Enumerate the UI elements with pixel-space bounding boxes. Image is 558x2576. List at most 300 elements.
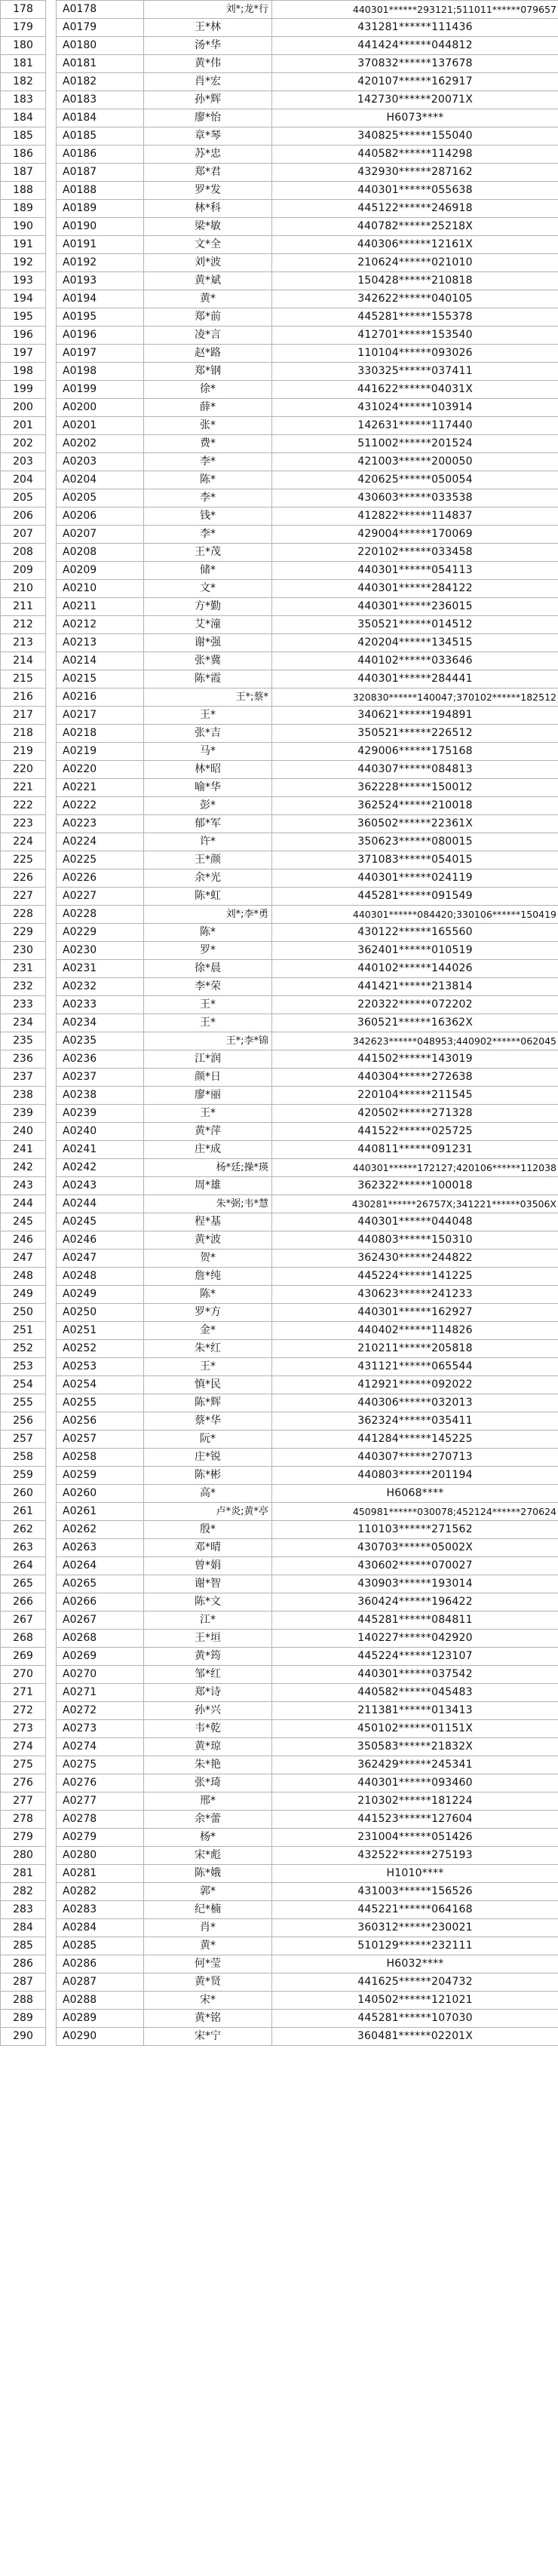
id-number-cell: 362324******035411 <box>272 1412 558 1431</box>
row-number-cell: 229 <box>1 924 46 942</box>
gutter-cell <box>46 290 57 308</box>
id-number-cell: 342623******048953;440902******062045 <box>272 1032 558 1050</box>
row-number-cell: 191 <box>1 236 46 254</box>
id-number-cell: H6032**** <box>272 1955 558 1973</box>
gutter-cell <box>46 1630 57 1648</box>
row-number-cell: 186 <box>1 146 46 164</box>
id-number-cell: H6068**** <box>272 1485 558 1503</box>
name-cell: 王*颜 <box>144 851 272 869</box>
id-number-cell: 440102******033646 <box>272 652 558 670</box>
name-cell: 钱* <box>144 508 272 526</box>
code-cell: A0231 <box>57 960 144 978</box>
gutter-cell <box>46 725 57 743</box>
table-row <box>1 1141 558 1159</box>
id-number-cell: 371083******054015 <box>272 851 558 869</box>
code-cell: A0290 <box>57 2028 144 2046</box>
gutter-cell <box>46 1648 57 1666</box>
name-cell: 江*润 <box>144 1050 272 1069</box>
code-cell: A0263 <box>57 1539 144 1557</box>
row-number-cell: 251 <box>1 1322 46 1340</box>
table-row <box>1 1231 558 1250</box>
row-number-cell: 207 <box>1 526 46 544</box>
id-number-cell: 430122******165560 <box>272 924 558 942</box>
row-number-cell: 234 <box>1 1014 46 1032</box>
row-number-cell: 220 <box>1 761 46 779</box>
gutter-cell <box>46 562 57 580</box>
table-row <box>1 182 558 200</box>
code-cell: A0282 <box>57 1883 144 1901</box>
code-cell: A0237 <box>57 1069 144 1087</box>
id-number-cell: 431024******103914 <box>272 399 558 417</box>
gutter-cell <box>46 37 57 55</box>
gutter-cell <box>46 1087 57 1105</box>
code-cell: A0249 <box>57 1286 144 1304</box>
table-row <box>1 1829 558 1847</box>
name-cell: 朱*红 <box>144 1340 272 1358</box>
code-cell: A0260 <box>57 1485 144 1503</box>
row-number-cell: 232 <box>1 978 46 996</box>
code-cell: A0255 <box>57 1394 144 1412</box>
gutter-cell <box>46 996 57 1014</box>
table-row <box>1 417 558 435</box>
row-number-cell: 188 <box>1 182 46 200</box>
table-row <box>1 236 558 254</box>
name-cell: 文*全 <box>144 236 272 254</box>
name-cell: 周*雄 <box>144 1177 272 1195</box>
code-cell: A0268 <box>57 1630 144 1648</box>
id-number-cell: 429004******170069 <box>272 526 558 544</box>
row-number-cell: 269 <box>1 1648 46 1666</box>
name-cell: 杨*廷;操*瑛 <box>144 1159 272 1177</box>
name-cell: 江* <box>144 1612 272 1630</box>
name-cell: 蔡*华 <box>144 1412 272 1431</box>
table-row <box>1 200 558 218</box>
row-number-cell: 216 <box>1 688 46 707</box>
gutter-cell <box>46 1955 57 1973</box>
table-row <box>1 580 558 598</box>
name-cell: 朱*艳 <box>144 1756 272 1774</box>
id-number-cell: 441622******04031X <box>272 381 558 399</box>
gutter-cell <box>46 1286 57 1304</box>
name-cell: 廖*丽 <box>144 1087 272 1105</box>
name-cell: 孙*兴 <box>144 1702 272 1720</box>
row-number-cell: 221 <box>1 779 46 797</box>
gutter-cell <box>46 489 57 508</box>
table-row <box>1 688 558 707</box>
name-cell: 李* <box>144 453 272 471</box>
id-number-cell: 441523******127604 <box>272 1811 558 1829</box>
name-cell: 黄*伟 <box>144 55 272 73</box>
table-row <box>1 1250 558 1268</box>
row-number-cell: 218 <box>1 725 46 743</box>
table-row <box>1 218 558 236</box>
code-cell: A0206 <box>57 508 144 526</box>
gutter-cell <box>46 164 57 182</box>
table-row <box>1 1485 558 1503</box>
row-number-cell: 241 <box>1 1141 46 1159</box>
row-number-cell: 231 <box>1 960 46 978</box>
name-cell: 宋*彪 <box>144 1847 272 1865</box>
row-number-cell: 273 <box>1 1720 46 1738</box>
row-number-cell: 195 <box>1 308 46 327</box>
name-cell: 王*垣 <box>144 1630 272 1648</box>
row-number-cell: 178 <box>1 1 46 19</box>
name-cell: 孙*辉 <box>144 91 272 109</box>
id-number-cell: 445281******084811 <box>272 1612 558 1630</box>
row-number-cell: 290 <box>1 2028 46 2046</box>
code-cell: A0210 <box>57 580 144 598</box>
id-number-cell: 420107******162917 <box>272 73 558 91</box>
id-number-cell: 440402******114826 <box>272 1322 558 1340</box>
name-cell: 贺* <box>144 1250 272 1268</box>
row-number-cell: 237 <box>1 1069 46 1087</box>
name-cell: 章*琴 <box>144 127 272 146</box>
code-cell: A0270 <box>57 1666 144 1684</box>
code-cell: A0242 <box>57 1159 144 1177</box>
table-row <box>1 2010 558 2028</box>
name-cell: 陈*娥 <box>144 1865 272 1883</box>
id-number-cell: 360521******16362X <box>272 1014 558 1032</box>
id-number-cell: 430602******070027 <box>272 1557 558 1575</box>
code-cell: A0197 <box>57 345 144 363</box>
row-number-cell: 242 <box>1 1159 46 1177</box>
code-cell: A0234 <box>57 1014 144 1032</box>
code-cell: A0222 <box>57 797 144 815</box>
row-number-cell: 246 <box>1 1231 46 1250</box>
code-cell: A0208 <box>57 544 144 562</box>
code-cell: A0269 <box>57 1648 144 1666</box>
name-cell: 卢*炎;黄*亭 <box>144 1503 272 1521</box>
gutter-cell <box>46 1539 57 1557</box>
table-row <box>1 1105 558 1123</box>
name-cell: 杨* <box>144 1829 272 1847</box>
code-cell: A0279 <box>57 1829 144 1847</box>
code-cell: A0245 <box>57 1213 144 1231</box>
name-cell: 艾*潼 <box>144 616 272 634</box>
id-number-cell: 445224******123107 <box>272 1648 558 1666</box>
name-cell: 苏*忠 <box>144 146 272 164</box>
code-cell: A0252 <box>57 1340 144 1358</box>
gutter-cell <box>46 1612 57 1630</box>
id-number-cell: 430703******05002X <box>272 1539 558 1557</box>
id-number-cell: 430903******193014 <box>272 1575 558 1593</box>
row-number-cell: 240 <box>1 1123 46 1141</box>
code-cell: A0277 <box>57 1792 144 1811</box>
row-number-cell: 183 <box>1 91 46 109</box>
row-number-cell: 209 <box>1 562 46 580</box>
name-cell: 王* <box>144 1105 272 1123</box>
name-cell: 黄*筠 <box>144 1648 272 1666</box>
code-cell: A0189 <box>57 200 144 218</box>
table-row <box>1 526 558 544</box>
code-cell: A0258 <box>57 1449 144 1467</box>
table-row <box>1 91 558 109</box>
id-number-cell: 510129******232111 <box>272 1937 558 1955</box>
table-row <box>1 381 558 399</box>
table-row <box>1 1648 558 1666</box>
table-row <box>1 1050 558 1069</box>
gutter-cell <box>46 1123 57 1141</box>
name-cell: 许* <box>144 833 272 851</box>
name-cell: 黄*贤 <box>144 1973 272 1992</box>
table-row <box>1 1449 558 1467</box>
code-cell: A0272 <box>57 1702 144 1720</box>
table-row <box>1 924 558 942</box>
code-cell: A0178 <box>57 1 144 19</box>
gutter-cell <box>46 1340 57 1358</box>
id-number-cell: 231004******051426 <box>272 1829 558 1847</box>
name-cell: 刘*;李*勇 <box>144 906 272 924</box>
code-cell: A0256 <box>57 1412 144 1431</box>
gutter-cell <box>46 127 57 146</box>
name-cell: 颜*日 <box>144 1069 272 1087</box>
code-cell: A0271 <box>57 1684 144 1702</box>
row-number-cell: 187 <box>1 164 46 182</box>
id-number-cell: H6073**** <box>272 109 558 127</box>
name-cell: 曾*娟 <box>144 1557 272 1575</box>
code-cell: A0185 <box>57 127 144 146</box>
name-cell: 黄*琼 <box>144 1738 272 1756</box>
gutter-cell <box>46 1376 57 1394</box>
table-row <box>1 1630 558 1648</box>
row-number-cell: 185 <box>1 127 46 146</box>
code-cell: A0181 <box>57 55 144 73</box>
row-number-cell: 288 <box>1 1992 46 2010</box>
gutter-cell <box>46 146 57 164</box>
code-cell: A0186 <box>57 146 144 164</box>
row-number-cell: 287 <box>1 1973 46 1992</box>
table-row <box>1 1069 558 1087</box>
code-cell: A0188 <box>57 182 144 200</box>
table-row <box>1 598 558 616</box>
table-row <box>1 797 558 815</box>
row-number-cell: 250 <box>1 1304 46 1322</box>
id-number-cell: 440301******093460 <box>272 1774 558 1792</box>
name-cell: 刘*;龙*行 <box>144 1 272 19</box>
code-cell: A0275 <box>57 1756 144 1774</box>
id-number-cell: 350623******080015 <box>272 833 558 851</box>
row-number-cell: 192 <box>1 254 46 272</box>
code-cell: A0209 <box>57 562 144 580</box>
id-number-cell: 362228******150012 <box>272 779 558 797</box>
table-row <box>1 725 558 743</box>
code-cell: A0265 <box>57 1575 144 1593</box>
id-number-cell: 350521******226512 <box>272 725 558 743</box>
name-cell: 陈*辉 <box>144 1394 272 1412</box>
name-cell: 刘*波 <box>144 254 272 272</box>
row-number-cell: 245 <box>1 1213 46 1231</box>
code-cell: A0276 <box>57 1774 144 1792</box>
name-cell: 罗*发 <box>144 182 272 200</box>
table-row <box>1 1865 558 1883</box>
code-cell: A0190 <box>57 218 144 236</box>
name-cell: 徐*晨 <box>144 960 272 978</box>
code-cell: A0180 <box>57 37 144 55</box>
row-number-cell: 213 <box>1 634 46 652</box>
code-cell: A0196 <box>57 327 144 345</box>
id-number-cell: 440102******144026 <box>272 960 558 978</box>
gutter-cell <box>46 1358 57 1376</box>
gutter-cell <box>46 453 57 471</box>
row-number-cell: 210 <box>1 580 46 598</box>
id-number-cell: 445281******107030 <box>272 2010 558 2028</box>
name-cell: 黄*萍 <box>144 1123 272 1141</box>
id-number-cell: 431121******065544 <box>272 1358 558 1376</box>
id-number-cell: 220322******072202 <box>272 996 558 1014</box>
id-number-cell: 440306******12161X <box>272 236 558 254</box>
table-row <box>1 508 558 526</box>
name-cell: 肖* <box>144 1919 272 1937</box>
code-cell: A0285 <box>57 1937 144 1955</box>
row-number-cell: 197 <box>1 345 46 363</box>
table-row <box>1 19 558 37</box>
gutter-cell <box>46 2010 57 2028</box>
id-number-cell: 110103******271562 <box>272 1521 558 1539</box>
gutter-cell <box>46 1666 57 1684</box>
table-row <box>1 942 558 960</box>
gutter-cell <box>46 1829 57 1847</box>
gutter-cell <box>46 308 57 327</box>
table-row <box>1 73 558 91</box>
gutter-cell <box>46 1756 57 1774</box>
gutter-cell <box>46 236 57 254</box>
table-row <box>1 1612 558 1630</box>
table-row <box>1 127 558 146</box>
name-cell: 王*;蔡* <box>144 688 272 707</box>
name-cell: 邢* <box>144 1792 272 1811</box>
id-number-cell: 440301******284122 <box>272 580 558 598</box>
table-row <box>1 1774 558 1792</box>
row-number-cell: 189 <box>1 200 46 218</box>
name-cell: 殷* <box>144 1521 272 1539</box>
table-row <box>1 254 558 272</box>
code-cell: A0183 <box>57 91 144 109</box>
table-row <box>1 833 558 851</box>
table-row <box>1 1973 558 1992</box>
gutter-cell <box>46 1449 57 1467</box>
table-row <box>1 562 558 580</box>
row-number-cell: 260 <box>1 1485 46 1503</box>
row-number-cell: 252 <box>1 1340 46 1358</box>
id-number-cell: 430603******033538 <box>272 489 558 508</box>
table-row <box>1 1123 558 1141</box>
code-cell: A0187 <box>57 164 144 182</box>
row-number-cell: 215 <box>1 670 46 688</box>
table-row <box>1 1014 558 1032</box>
gutter-cell <box>46 73 57 91</box>
id-number-cell: 440301******055638 <box>272 182 558 200</box>
gutter-cell <box>46 1847 57 1865</box>
row-number-cell: 217 <box>1 707 46 725</box>
id-number-cell: 441502******143019 <box>272 1050 558 1069</box>
id-number-cell: 441522******025725 <box>272 1123 558 1141</box>
name-cell: 朱*弼;韦*慧 <box>144 1195 272 1213</box>
name-cell: 郑*前 <box>144 308 272 327</box>
table-row <box>1 761 558 779</box>
name-cell: 方*勤 <box>144 598 272 616</box>
table-row <box>1 1738 558 1756</box>
name-cell: 徐* <box>144 381 272 399</box>
gutter-cell <box>46 381 57 399</box>
table-row <box>1 1304 558 1322</box>
gutter-cell <box>46 1268 57 1286</box>
table-row <box>1 978 558 996</box>
code-cell: A0200 <box>57 399 144 417</box>
gutter-cell <box>46 1919 57 1937</box>
id-number-cell: 421003******200050 <box>272 453 558 471</box>
gutter-cell <box>46 1593 57 1612</box>
gutter-cell <box>46 761 57 779</box>
row-number-cell: 179 <box>1 19 46 37</box>
code-cell: A0195 <box>57 308 144 327</box>
code-cell: A0201 <box>57 417 144 435</box>
row-number-cell: 212 <box>1 616 46 634</box>
row-number-cell: 284 <box>1 1919 46 1937</box>
row-number-cell: 223 <box>1 815 46 833</box>
gutter-cell <box>46 797 57 815</box>
code-cell: A0283 <box>57 1901 144 1919</box>
name-cell: 王*林 <box>144 19 272 37</box>
gutter-cell <box>46 1937 57 1955</box>
table-row <box>1 399 558 417</box>
gutter-cell <box>46 1485 57 1503</box>
gutter-cell <box>46 508 57 526</box>
name-cell: 喻*华 <box>144 779 272 797</box>
gutter-cell <box>46 218 57 236</box>
table-row <box>1 1521 558 1539</box>
table-row <box>1 743 558 761</box>
row-number-cell: 199 <box>1 381 46 399</box>
name-cell: 李* <box>144 489 272 508</box>
row-number-cell: 267 <box>1 1612 46 1630</box>
code-cell: A0288 <box>57 1992 144 2010</box>
table-row <box>1 869 558 888</box>
gutter-cell <box>46 1521 57 1539</box>
table-row <box>1 1955 558 1973</box>
row-number-cell: 227 <box>1 888 46 906</box>
table-row <box>1 435 558 453</box>
table-row <box>1 1268 558 1286</box>
table-row <box>1 815 558 833</box>
table-row <box>1 2028 558 2046</box>
code-cell: A0216 <box>57 688 144 707</box>
id-number-cell: 429006******175168 <box>272 743 558 761</box>
table-row <box>1 146 558 164</box>
row-number-cell: 196 <box>1 327 46 345</box>
id-number-cell: 340621******194891 <box>272 707 558 725</box>
row-number-cell: 258 <box>1 1449 46 1467</box>
table-row <box>1 1195 558 1213</box>
table-row <box>1 37 558 55</box>
gutter-cell <box>46 182 57 200</box>
name-cell: 程*基 <box>144 1213 272 1231</box>
code-cell: A0241 <box>57 1141 144 1159</box>
table-row <box>1 707 558 725</box>
id-number-cell: 140502******121021 <box>272 1992 558 2010</box>
gutter-cell <box>46 1 57 19</box>
gutter-cell <box>46 1467 57 1485</box>
id-number-cell: 432522******275193 <box>272 1847 558 1865</box>
row-number-cell: 285 <box>1 1937 46 1955</box>
code-cell: A0251 <box>57 1322 144 1340</box>
gutter-cell <box>46 1503 57 1521</box>
table-row <box>1 634 558 652</box>
name-cell: 纪*楠 <box>144 1901 272 1919</box>
table-row <box>1 290 558 308</box>
name-cell: 张*吉 <box>144 725 272 743</box>
row-number-cell: 233 <box>1 996 46 1014</box>
id-number-cell: 440582******045483 <box>272 1684 558 1702</box>
